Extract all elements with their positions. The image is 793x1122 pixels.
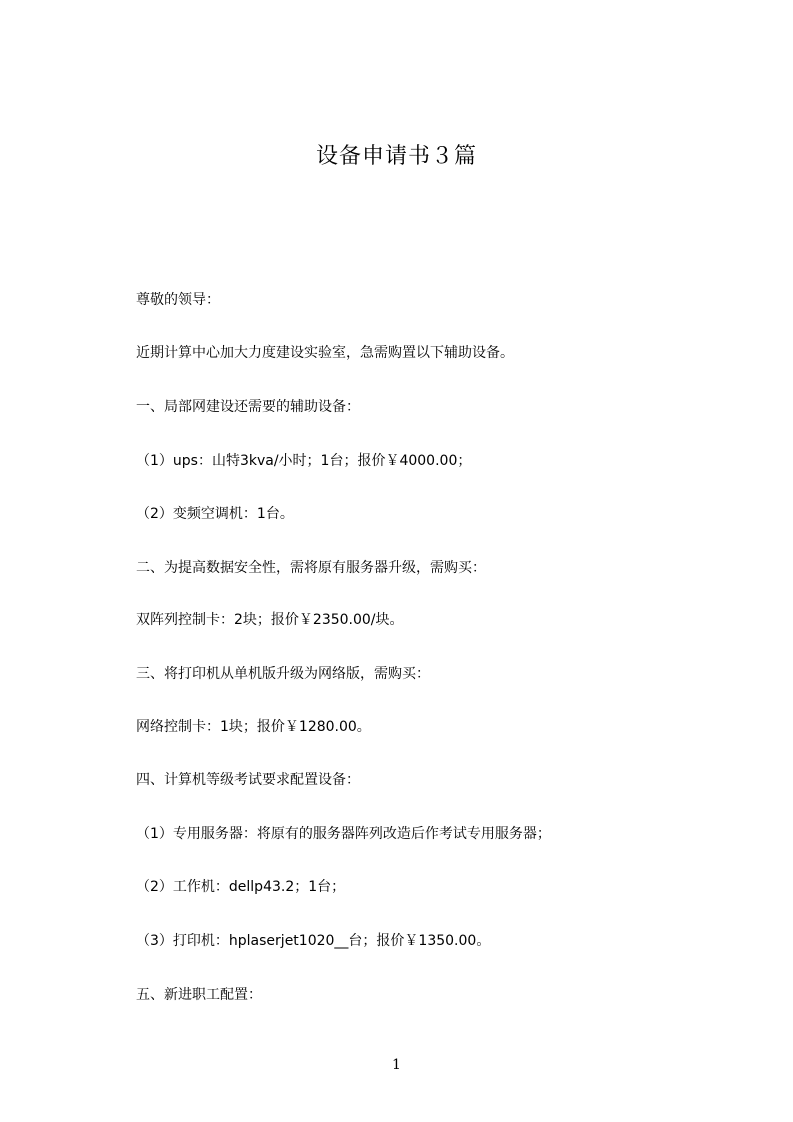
paragraph: 双阵列控制卡：2块；报价￥2350.00/块。 bbox=[136, 612, 404, 628]
paragraph: 近期计算中心加大力度建设实验室，急需购置以下辅助设备。 bbox=[136, 345, 514, 361]
section-heading: 二、为提高数据安全性，需将原有服务器升级，需购买： bbox=[136, 560, 486, 576]
list-item: （2）变频空调机：1台。 bbox=[136, 506, 294, 522]
page-title: 设备申请书３篇 bbox=[315, 144, 477, 169]
salutation: 尊敬的领导： bbox=[136, 292, 220, 308]
list-item: （2）工作机：dellp43.2；1台； bbox=[136, 879, 346, 895]
section-heading: 五、新进职工配置： bbox=[136, 987, 262, 1003]
paragraph: 网络控制卡：1块；报价￥1280.00。 bbox=[136, 719, 371, 735]
list-item: （1）专用服务器：将原有的服务器阵列改造后作考试专用服务器； bbox=[136, 826, 551, 842]
section-heading: 四、计算机等级考试要求配置设备： bbox=[136, 772, 360, 788]
section-heading: 一、局部网建设还需要的辅助设备： bbox=[136, 399, 360, 415]
list-item: （3）打印机：hplaserjet1020__台；报价￥1350.00。 bbox=[136, 933, 491, 949]
list-item: （1）ups：山特3kva/小时；1台；报价￥4000.00； bbox=[136, 453, 472, 469]
page-number: 1 bbox=[392, 1057, 401, 1073]
section-heading: 三、将打印机从单机版升级为网络版，需购买： bbox=[136, 666, 430, 682]
